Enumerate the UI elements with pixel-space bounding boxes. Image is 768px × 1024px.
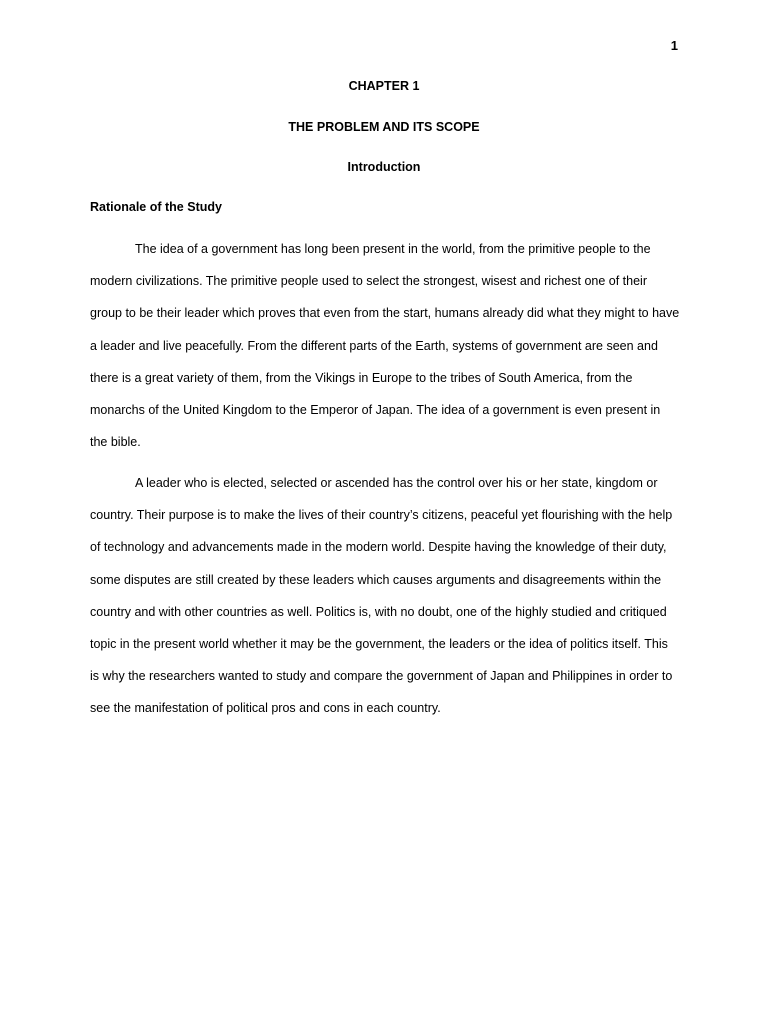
chapter-title: THE PROBLEM AND ITS SCOPE <box>288 120 480 134</box>
section-heading-introduction: Introduction <box>347 160 421 174</box>
body-paragraph: A leader who is elected, selected or ascended has the control over his or her state, kingdom or country. Their purpose is to make the lives of their country’s citizens, peaceful yet flourishing with the help of technology and advancements made in the modern world. Despite having the knowledge of their duty, some disputes are still created by these leaders which causes arguments and disagreements within the country and with other countries as well. Politics is, with no doubt, one of the highly studied and critiqued topic in the present world whether it may be the government, the leaders or the idea of politics itself. This is why the researchers wanted to study and compare the government of Japan and Philippines in order to see the manifestation of political pros and cons in each country. <box>90 476 673 716</box>
page-number: 1 <box>670 38 678 53</box>
chapter-heading: CHAPTER 1 <box>348 79 420 93</box>
subsection-heading-rationale: Rationale of the Study <box>90 200 222 214</box>
body-paragraph: The idea of a government has long been present in the world, from the primitive people to the modern civilizations. The primitive people used to select the strongest, wisest and richest one of their group to be their leader which proves that even from the start, humans already did what they might to have a leader and live peacefully. From the different parts of the Earth, systems of government are seen and there is a great variety of them, from the Vikings in Europe to the tribes of South America, from the monarchs of the United Kingdom to the Emperor of Japan. The idea of a government is even present in the bible. <box>90 242 680 450</box>
